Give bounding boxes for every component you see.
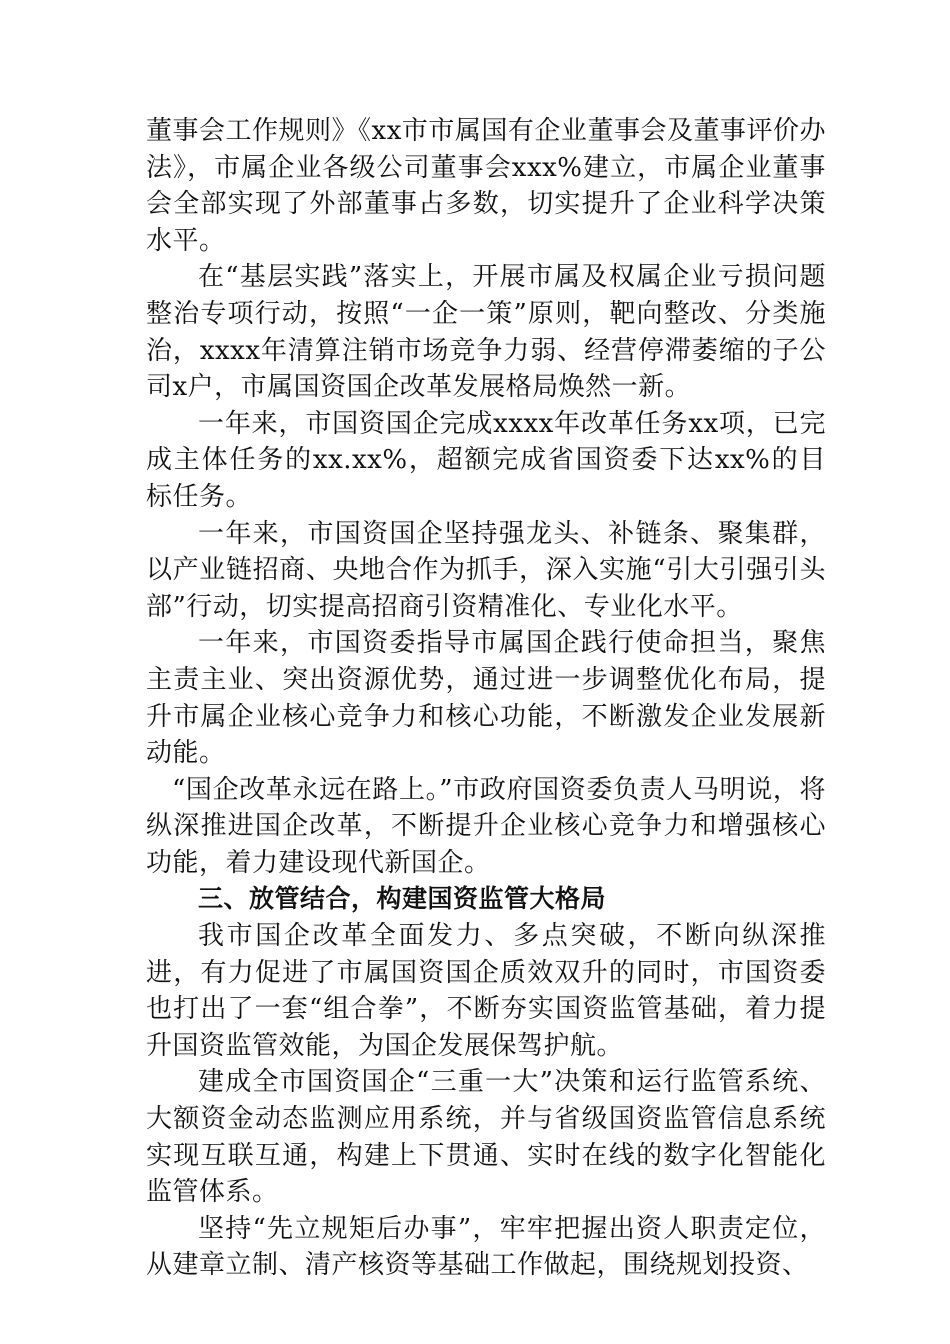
paragraph-quote: “国企改革永远在路上。”市政府国资委负责人马明说，将纵深推进国企改革，不断提升企业核心竞争力和增强核心功能，着力建设现代新国企。 (146, 774, 826, 878)
section-heading: 三、放管结合，构建国资监管大格局 (198, 884, 607, 914)
paragraph-grassroots-practice: 在“基层实践”落实上，开展市属及权属企业亏损问题整治专项行动，按照“一企一策”原则，靶向整改、分类施治，xxxx年清算注销市场竞争力弱、经营停滞萎缩的子公司x户，市属国资国企改革发展格局焕然一新。 (146, 262, 826, 403)
paragraph-board-rules: 董事会工作规则》《xx市市属国有企业董事会及董事评价办法》，市属企业各级公司董事会xxx%建立，市属企业董事会全部实现了外部董事占多数，切实提升了企业科学决策水平。 (146, 116, 826, 256)
document-page (146, 113, 826, 1284)
paragraph-industry-chain: 一年来，市国资国企坚持强龙头、补链条、聚集群，以产业链招商、央地合作为抓手，深入实施“引大引强引头部”行动，切实提高招商引资精准化、专业化水平。 (146, 518, 826, 622)
paragraph-core-competitiveness: 一年来，市国资委指导市属国企践行使命担当，聚焦主责主业、突出资源优势，通过进一步调整优化布局，提升市属企业核心竞争力和核心功能，不断激发企业发展新动能。 (146, 628, 826, 769)
paragraph-rules-first: 坚持“先立规矩后办事”，牢牢把握出资人职责定位，从建章立制、清产核资等基础工作做起，围绕规划投资、 (146, 1213, 826, 1281)
paragraph-reform-tasks: 一年来，市国资国企完成xxxx年改革任务xx项，已完成主体任务的xx.xx%，超额完成省国资委下达xx%的目标任务。 (146, 408, 826, 512)
paragraph-combination-punch: 我市国企改革全面发力、多点突破，不断向纵深推进，有力促进了市属国资国企质效双升的同时，市国资委也打出了一套“组合拳”，不断夯实国资监管基础，着力提升国资监管效能，为国企发展保驾护航。 (146, 921, 826, 1061)
paragraph-supervision-system: 建成全市国资国企“三重一大”决策和运行监管系统、大额资金动态监测应用系统，并与省级国资监管信息系统实现互联互通，构建上下贯通、实时在线的数字化智能化监管体系。 (146, 1067, 826, 1208)
